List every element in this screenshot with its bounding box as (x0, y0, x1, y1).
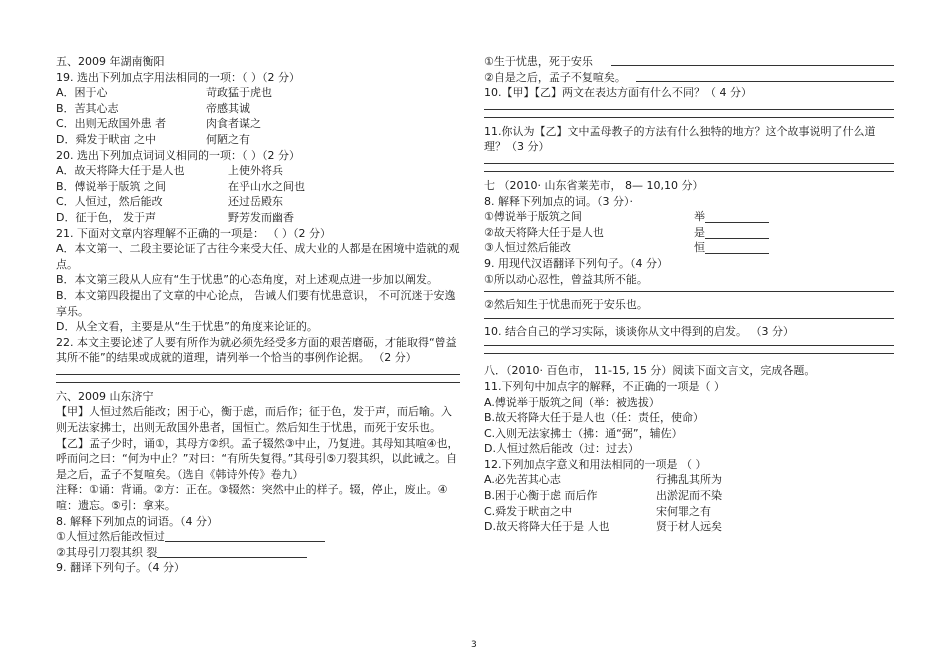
q20-b-right: 在乎山水之间也 (228, 179, 305, 193)
q8-item-1-text: ①人恒过然后能改恒过 (56, 530, 165, 544)
s8-q11-option-a: A.傅说举于版筑之间（举：被选拔） (484, 395, 660, 409)
s8-q11-option-d: D.人恒过然后能改（过：过去） (484, 442, 639, 456)
passage-jia: 【甲】人恒过然后能改；困于心，衡于虑，而后作；征于色，发于声，而后喻。入则无法家拂士，出则无敌国外患者，国恒亡。然后知生于忧患，而死于安乐也。 (56, 405, 452, 435)
s7-question-8: 8. 解释下列加点的词。（3 分）· (484, 194, 633, 208)
s8-q12-d-right: 贤于材人远矣 (656, 520, 722, 534)
answer-line (484, 318, 894, 319)
q19-b-left: B．苦其心志 (56, 101, 119, 115)
q21-option-a: A．本文第一、二段主要论证了古往今来受大任、成大业的人都是在困境中造就的观点。 (56, 242, 460, 271)
q20-option-b (56, 179, 460, 195)
s7-item-2 (484, 225, 894, 241)
question-22: 22. 本文主要论述了人要有所作为就必须先经受多方面的艰苦磨砺，才能取得“曾益其所不能”的结果或成就的道理，请列举一个恰当的事例作论据。 （2 分） (56, 335, 457, 365)
answer-line (484, 109, 894, 110)
q19-c-left: C．出则无敌国外患 者 (56, 117, 167, 131)
answer-blank[interactable] (636, 70, 894, 82)
q20-c-left: C．人恒过，然后能改 (56, 195, 163, 209)
answer-blank[interactable] (705, 211, 769, 223)
answer-line (484, 163, 894, 164)
translate-item-1 (484, 54, 894, 70)
q19-option-a (56, 85, 460, 101)
translate-item-1-text: ①生于忧患，死于安乐 (484, 55, 593, 68)
s8-question-11: 11.下列句中加点字的解释，不正确的一项是（ ） (484, 379, 725, 393)
q19-option-d (56, 132, 460, 148)
q19-option-b (56, 101, 460, 117)
section-five-title: 五、2009 年湖南衡阳 (56, 55, 165, 68)
s7-item-3 (484, 240, 894, 256)
s7-q9-item-1: ①所以动心忍性，曾益其所不能。 (484, 272, 648, 286)
s8-q12-c-right: 宋何罪之有 (656, 504, 711, 518)
right-column (484, 54, 894, 535)
s8-q12-c-left: C.舜发于畎亩之中 (484, 504, 573, 518)
s7-item-3-word: 恒 (694, 241, 705, 255)
section-eight-title: 八．（2010· 百色市， 11-15, 15 分）阅读下面文言文，完成各题。 (484, 364, 816, 378)
s8-q12-option-b (484, 488, 894, 504)
q21-option-b: B．本文第三段从人应有“生于忧患”的心态角度，对上述观点进一步加以阐发。 (56, 273, 438, 287)
s7-question-9: 9. 用现代汉语翻译下列句子。（4 分） (484, 256, 668, 270)
s7-item-1-word: 举 (694, 210, 705, 224)
q8-item-2 (56, 545, 460, 561)
q21-option-d: D．从全文看，主要是从“生于忧患”的角度来论证的。 (56, 320, 318, 334)
answer-blank[interactable] (165, 530, 325, 542)
q19-d-right: 何陋之有 (206, 132, 250, 146)
question-19: 19. 选出下列加点字用法相同的一项：（ ）（2 分） (56, 70, 300, 84)
s8-q12-a-left: A.必先苦其心志 (484, 473, 561, 487)
s8-q12-b-right: 出淤泥而不染 (656, 489, 722, 503)
s7-item-2-text: ②故天将降大任于是人也 (484, 225, 604, 239)
q21-option-c: B．本文第四段提出了文章的中心论点， 告诫人们要有忧患意识， 不可沉迷于安逸享乐。 (56, 288, 456, 318)
s8-q12-b-left: B.困于心衡于虑 而后作 (484, 489, 598, 503)
q8-item-1 (56, 529, 460, 545)
question-21: 21. 下面对文章内容理解不正确的一项是： （ ）（2 分） (56, 226, 331, 240)
answer-line (484, 345, 894, 346)
answer-line (484, 291, 894, 292)
s7-item-2-word: 是 (694, 225, 705, 239)
s8-question-12: 12.下列加点字意义和用法相同的一项是 （ ） (484, 457, 707, 471)
q19-b-right: 帝感其诚 (206, 101, 250, 115)
s8-q12-d-left: D.故天将降大任于是 人也 (484, 520, 610, 534)
answer-line (56, 374, 460, 375)
q19-c-right: 肉食者谋之 (206, 117, 261, 131)
q20-b-left: B．傅说举于版筑 之间 (56, 179, 167, 193)
question-20: 20. 选出下列加点词词义相同的一项：（ ）（2 分） (56, 148, 300, 162)
s7-q9-item-2: ②然后知生于忧患而死于安乐也。 (484, 298, 648, 312)
q20-c-right: 还过岳殿东 (228, 195, 283, 209)
q20-d-left: D．征于色， 发于声 (56, 210, 156, 224)
q20-option-a (56, 163, 460, 179)
q20-option-d (56, 210, 460, 226)
left-column (56, 54, 460, 576)
s7-item-1-text: ①傅说举于版筑之间 (484, 210, 582, 224)
translate-item-2-text: ②自是之后，孟子不复喧矣。 (484, 70, 626, 84)
s8-q11-option-b: B.故天将降大任于是人也（任：责任，使命） (484, 411, 705, 425)
q19-d-left: D．舜发于畎亩 之中 (56, 132, 156, 146)
s7-question-10: 10. 结合自己的学习实际，谈谈你从文中得到的启发。 （3 分） (484, 324, 794, 338)
answer-blank[interactable] (705, 242, 769, 254)
s7-item-3-text: ③人恒过然后能改 (484, 241, 571, 255)
q19-option-c (56, 116, 460, 132)
answer-line (484, 353, 894, 354)
translate-item-2 (484, 70, 894, 86)
question-11: 11.你认为【乙】文中孟母教子的方法有什么独特的地方？这个故事说明了什么道理？（3 分） (484, 124, 876, 154)
question-9: 9. 翻译下列句子。（4 分） (56, 561, 185, 575)
answer-line (484, 171, 894, 172)
section-six-title: 六、2009 山东济宁 (56, 389, 154, 403)
s8-q12-option-a (484, 472, 894, 488)
q20-d-right: 野芳发而幽香 (228, 210, 294, 224)
answer-line (484, 117, 894, 118)
q8-item-2-text: ②其母引刀裂其织 裂 (56, 545, 158, 559)
s8-q12-option-d (484, 519, 894, 535)
page-number: 3 (471, 640, 477, 650)
q20-option-c (56, 194, 460, 210)
answer-blank[interactable] (157, 546, 307, 558)
q19-a-left: A．困于心 (56, 86, 108, 100)
question-10: 10.【甲】【乙】两文在表达方面有什么不同？（ 4 分） (484, 86, 752, 100)
s7-item-1 (484, 209, 894, 225)
section-seven-title: 七 （2010· 山东省莱芜市， 8— 10,10 分） (484, 178, 704, 192)
s8-q12-option-c (484, 504, 894, 520)
question-8: 8. 解释下列加点的词语。（4 分） (56, 514, 218, 528)
s8-q12-a-right: 行拂乱其所为 (656, 473, 722, 487)
answer-line (56, 382, 460, 383)
annotations: 注释：①诵：背诵。②方：正在。③辍然：突然中止的样子。辍，停止，废止。④喧：遗忘。⑤引：拿来。 (56, 483, 448, 513)
q19-a-right: 苛政猛于虎也 (206, 86, 272, 100)
q20-a-right: 上使外将兵 (228, 164, 283, 178)
answer-blank[interactable] (611, 54, 894, 66)
passage-yi: 【乙】孟子少时，诵①，其母方②织。孟子辍然③中止，乃复进。其母知其喧④也，呼而问之曰：“何为中止？”对曰：“有所失复得。”其母引⑤刀裂其织，以此诫之。自是之后，孟子不复喧矣。（选自《韩诗外传》卷九） (56, 436, 459, 481)
s8-q11-option-c: C.入则无法家拂士（拂：通“弼”，辅佐） (484, 426, 683, 440)
answer-blank[interactable] (705, 227, 769, 239)
q20-a-left: A．故天将降大任于是人也 (56, 164, 185, 178)
